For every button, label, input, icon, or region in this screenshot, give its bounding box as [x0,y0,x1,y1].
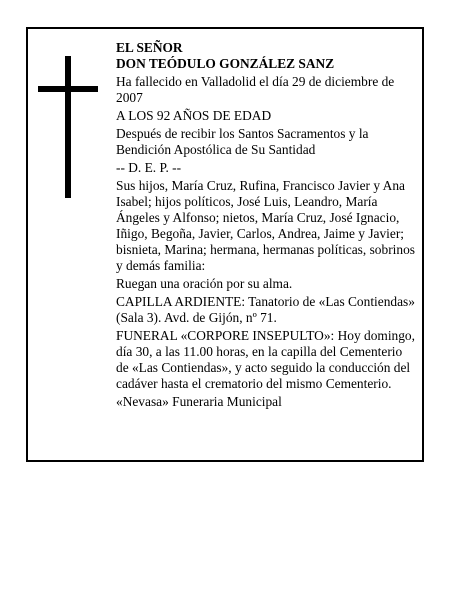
rip-line: -- D. E. P. -- [116,160,182,175]
funeral-home: «Nevasa» Funeraria Municipal [116,394,282,409]
notice-title: EL SEÑOR [116,40,183,55]
deceased-name: DON TEÓDULO GONZÁLEZ SANZ [116,56,335,71]
age-statement: A LOS 92 AÑOS DE EDAD [116,108,272,123]
death-announcement: Ha fallecido en Valladolid el día 29 de diciembre de 2007 [116,74,395,105]
notice-text [116,40,416,410]
cross-horizontal-bar [38,86,98,92]
latin-cross-icon [38,56,98,198]
funeral-info: FUNERAL «CORPORE INSEPULTO»: Hoy domingo, día 30, a las 11.00 horas, en la capilla del Cementerio de «Las Contiendas», y acto seguido la conducción del cadáver hasta el crematorio del mismo Cementerio. [116,328,415,391]
cross-vertical-bar [65,56,71,198]
prayer-request: Ruegan una oración por su alma. [116,276,293,291]
family-list: Sus hijos, María Cruz, Rufina, Francisco Javier y Ana Isabel; hijos políticos, José Luis, Leandro, María Ángeles y Alfonso; nietos, María Cruz, José Ignacio, Iñigo, Begoña, Javier, Carlos, Andrea, Jaime y Javier; bisnieta, Marina; hermana, hermanas políticas, sobrinos y demás familia: [116,178,415,273]
obituary-notice [26,27,424,462]
sacraments-statement: Después de recibir los Santos Sacramentos y la Bendición Apostólica de Su Santidad [116,126,369,157]
chapel-info: CAPILLA ARDIENTE: Tanatorio de «Las Contiendas» (Sala 3). Avd. de Gijón, nº 71. [116,294,415,325]
